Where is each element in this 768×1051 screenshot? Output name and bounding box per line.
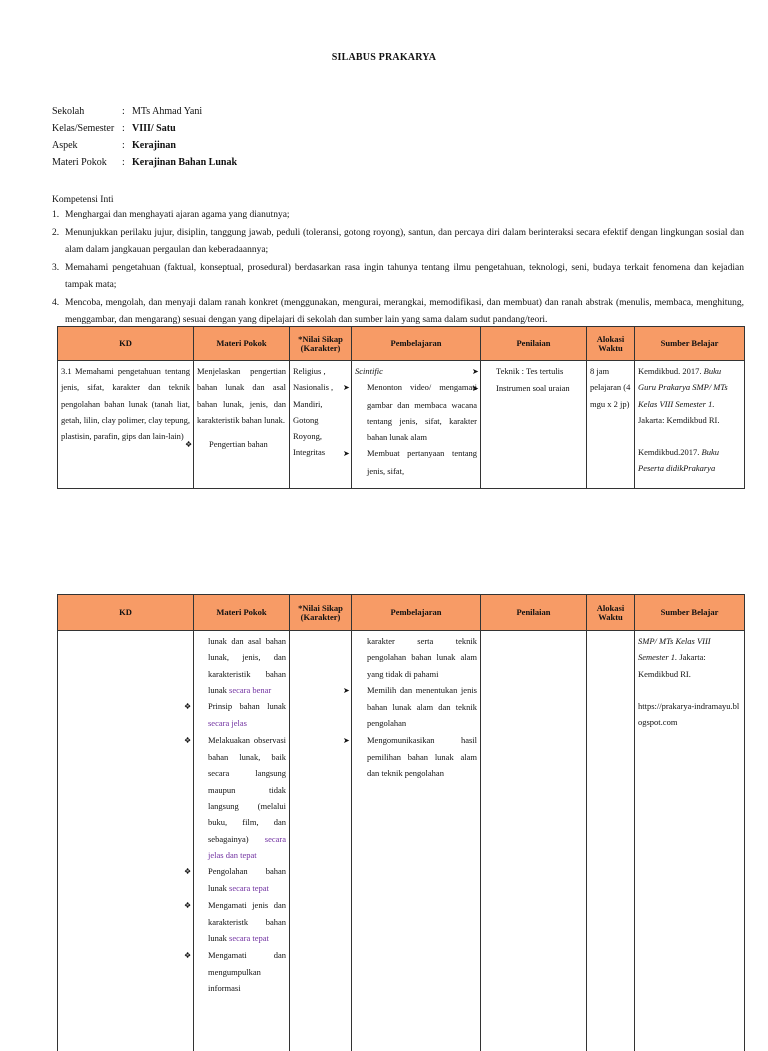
header-nilai: *Nilai Sikap (Karakter) — [290, 595, 352, 631]
header-alokasi: Alokasi Waktu — [587, 327, 635, 361]
cell-sumber: SMP/ MTs Kelas VIII Semester 1. Jakarta: Kemdikbud RI. https://prakarya-indramayu.blogspot.com — [635, 631, 745, 1051]
header-penilaian: Penilaian — [481, 327, 587, 361]
penilaian-item: ➤ Teknik : Tes tertulis — [484, 363, 583, 380]
ki-item: 4. Mencoba, mengolah, dan menyaji dalam ranah konkret (menggunakan, mengurai, merangkai, memodifikasi, dan membuat) dan ranah abstrak (menulis, membaca, menghitung, menggambar, dan mengarang) sesuai dengan yang dipelajari di sekolah dan sumber lain yang sama dalam sudut pandang/teori. — [52, 297, 744, 325]
info-value: VIII/ Satu — [132, 123, 176, 134]
info-label: Sekolah — [52, 106, 85, 117]
header-nilai: *Nilai Sikap (Karakter) — [290, 327, 352, 361]
cell-materi: lunak dan asal bahan lunak, jenis, dan karakteristik bahan lunak secara benar ❖ Prinsip bahan lunak secara jelas ❖ Melakuakan observasi bahan lunak, baik secara langsung maupun tidak langsung (melalui buku, film, dan sebagainya) secara jelas dan tepat ❖ Pengolahan bahan lunak secara tepat ❖ Mengamati jenis dan karakteristk bahan lunak secara tepat ❖ Mengamati dan mengumpulkan informasi — [194, 631, 290, 1051]
materi-bullet: ❖ Mengamati jenis dan karakteristk bahan lunak secara tepat — [196, 897, 286, 947]
header-sumber: Sumber Belajar — [635, 595, 745, 631]
ki-item: 1. Menghargai dan menghayati ajaran agama yang dianutnya; — [52, 210, 290, 220]
cell-penilaian — [481, 361, 587, 489]
document-title: SILABUS PRAKARYA — [331, 52, 437, 63]
header-kd: KD — [58, 327, 194, 361]
cell-kd: 3.1 Memahami pengetahuan tentang jenis, sifat, karakter dan teknik pengolahan bahan lunak (tanah liat, getah, lilin, clay polimer, clay tepung, plastisin, parafin, gips dan lain-lain) — [58, 361, 194, 489]
materi-bullet: ❖ Mengamati dan mengumpulkan informasi — [196, 947, 286, 997]
header-kd: KD — [58, 595, 194, 631]
info-row-sekolah: Sekolah : MTs Ahmad Yani — [52, 106, 203, 117]
header-alokasi: Alokasi Waktu — [587, 595, 635, 631]
ki-list — [52, 207, 744, 330]
pembelajaran-item: ➤ Mengomunikasikan hasil pemilihan bahan lunak alam dan teknik pengolahan — [355, 732, 477, 782]
info-label: Kelas/Semester — [52, 123, 115, 134]
header-pembelajaran: Pembelajaran — [352, 327, 481, 361]
info-value: Kerajinan Bahan Lunak — [132, 157, 238, 168]
cell-alokasi: 8 jam pelajaran (4 mgu x 2 jp) — [587, 361, 635, 489]
table-header-row — [58, 327, 745, 361]
penilaian-item: ➤ Instrumen soal uraian — [484, 380, 583, 397]
table-row — [58, 631, 745, 1051]
header-penilaian: Penilaian — [481, 595, 587, 631]
ki-heading: Kompetensi Inti — [52, 195, 114, 205]
cell-kd — [58, 631, 194, 1051]
header-materi: Materi Pokok — [194, 327, 290, 361]
cell-pembelajaran: karakter serta teknik pengolahan bahan lunak alam yang tidak di pahami ➤ Memilih dan menentukan jenis bahan lunak alam dan teknik pengolahan ➤ Mengomunikasikan hasil pemilihan bahan lunak alam dan teknik pengolahan — [352, 631, 481, 1051]
info-label: Aspek — [52, 140, 78, 151]
header-sumber: Sumber Belajar — [635, 327, 745, 361]
header-materi: Materi Pokok — [194, 595, 290, 631]
syllabus-table-2 — [57, 594, 745, 1051]
ki-item: 2. Menunjukkan perilaku jujur, disiplin, tanggung jawab, peduli (toleransi, gotong royong), santun, dan percaya diri dalam berinteraksi secara efektif dengan lingkungan sosial dan alam dalam jangkauan pergaulan dan keberadaannya; — [52, 227, 744, 255]
info-row-aspek: Aspek : Kerajinan — [52, 140, 176, 151]
info-value: MTs Ahmad Yani — [132, 106, 203, 117]
table-header-row — [58, 595, 745, 631]
info-label: Materi Pokok — [52, 157, 107, 168]
syllabus-table-1 — [57, 326, 745, 489]
info-value: Kerajinan — [132, 140, 176, 151]
cell-pembelajaran: Scintific ➤ Menonton video/ mengamati gambar dan membaca wacana tentang jenis, sifat, karakter bahan lunak alam ➤ Membuat pertanyaan tentang jenis, sifat, — [352, 361, 481, 489]
cell-sumber: Kemdikbud. 2017. Buku Guru Prakarya SMP/ MTs Kelas VIII Semester 1. Jakarta: Kemdikbud RI. Kemdikbud.2017. Buku Peserta didikPrakarya — [635, 361, 745, 489]
header-pembelajaran: Pembelajaran — [352, 595, 481, 631]
pembelajaran-item: ➤ Membuat pertanyaan tentang jenis, sifat, — [355, 445, 477, 479]
materi-bullet: ❖ Prinsip bahan lunak secara jelas — [196, 698, 286, 732]
cell-materi: Menjelaskan pengertian bahan lunak dan asal bahan lunak, jenis, dan karakteristik bahan lunak. ❖ Pengertian bahan — [194, 361, 290, 489]
cell-penilaian — [481, 631, 587, 1051]
materi-bullet: ❖ Pengolahan bahan lunak secara tepat — [196, 863, 286, 897]
table-row — [58, 361, 745, 489]
pembelajaran-item: ➤ Memilih dan menentukan jenis bahan lunak alam dan teknik pengolahan — [355, 682, 477, 732]
materi-bullet: ❖ Melakuakan observasi bahan lunak, baik secara langsung maupun tidak langsung (melalui buku, film, dan sebagainya) secara jelas dan tepat — [196, 732, 286, 863]
info-row-kelas: Kelas/Semester : VIII/ Satu — [52, 123, 176, 134]
cell-nilai: Religius , Nasionalis , Mandiri, Gotong Royong, Integritas — [290, 361, 352, 489]
info-row-materi: Materi Pokok : Kerajinan Bahan Lunak — [52, 157, 238, 168]
sumber-link[interactable]: https://prakarya-indramayu.blogspot.com — [638, 700, 740, 728]
ki-item: 3. Memahami pengetahuan (faktual, konseptual, prosedural) berdasarkan rasa ingin tahunya tentang ilmu pengetahuan, teknologi, seni, budaya terkait fenomena dan kejadian tampak mata; — [52, 262, 744, 290]
materi-bullet: ❖ Pengertian bahan — [197, 436, 286, 453]
cell-alokasi — [587, 631, 635, 1051]
pembelajaran-item: ➤ Menonton video/ mengamati gambar dan membaca wacana tentang jenis, sifat, karakter bahan lunak alam — [355, 379, 477, 445]
